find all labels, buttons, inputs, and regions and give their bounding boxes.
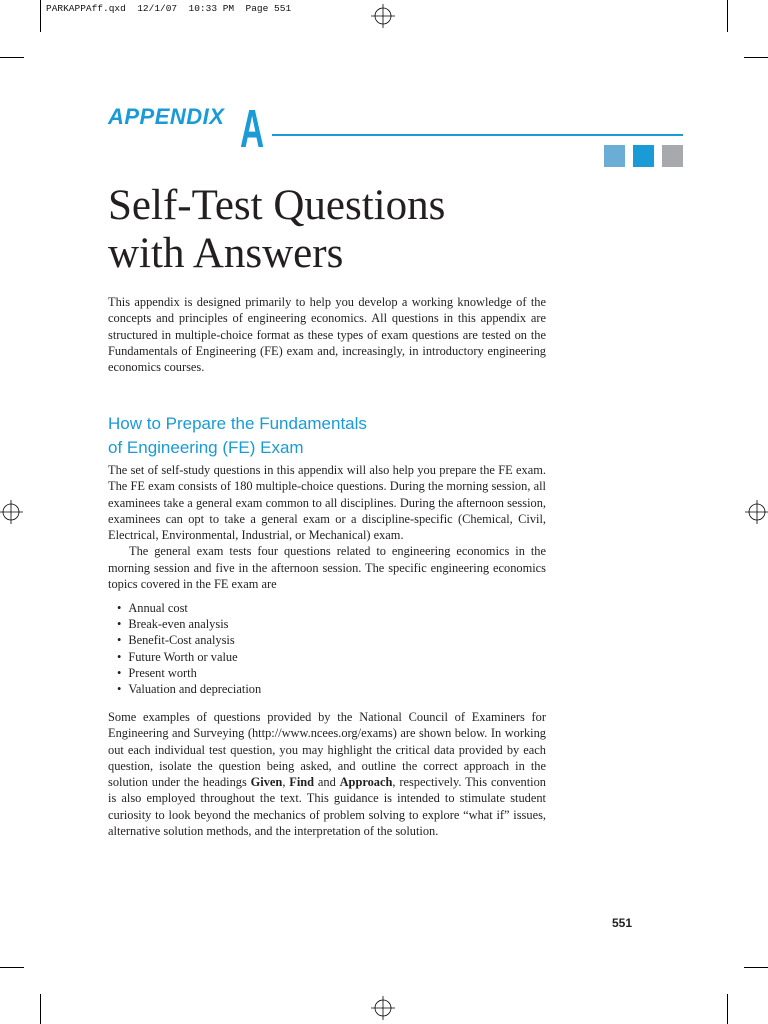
section-body [108,462,546,592]
text-run: , respectively. This convention is also employed throughout the text. This guidance is intended to stimulate student curiosity to look beyond the mechanics of problem solving to explore “what if” issues, alternative solution methods, and the interpretation of the solution. [108,775,547,839]
intro-text: This appendix is designed primarily to help you develop a working knowledge of the concepts and principles of engineering economics. All questions in this appendix are structured in multiple-choice format as these types of exam questions are tested on the Fundamentals of Engineering (FE) exam and, increasingly, in introductory engineering economics courses. [108,295,546,375]
text-run: Some examples of questions provided by the National Council of Examiners for Engineering and Surveying (http://www.ncees.org/exams) are shown below. In working out each individual test question, you may highlight the critical data provided by each question, isolate the question being asked, and outline the correct approach in the solution under the headings [108,710,546,790]
registration-mark-icon [745,500,768,524]
decor-square [633,145,654,167]
chapter-title-line: Self-Test Questions [108,182,446,229]
crop-mark [0,57,24,58]
file-slug: PARKAPPAff.qxd 12/1/07 10:33 PM Page 551 [46,3,292,14]
text-run: and [314,775,340,790]
appendix-label: APPENDIX [108,104,225,129]
list-item: • Annual cost [117,600,261,616]
header-rule [272,134,683,136]
chapter-title [108,182,445,278]
page-number: 551 [612,916,633,930]
list-item: • Break-even analysis [117,616,261,632]
crop-mark [744,967,768,968]
appendix-letter: A [240,99,265,159]
examples-paragraph [108,709,546,839]
decor-square [662,145,683,167]
text-run: , [282,775,290,790]
bold-approach: Approach [339,775,393,790]
registration-mark-icon [371,4,395,28]
crop-mark [0,967,24,968]
intro-paragraph [108,294,546,375]
list-item: • Valuation and depreciation [117,681,261,697]
crop-mark [727,994,728,1024]
examples-text [108,709,546,839]
crop-mark [40,0,41,32]
topics-list [117,600,261,697]
list-item: • Present worth [117,665,261,681]
list-item: • Future Worth or value [117,649,261,665]
section-heading-line: of Engineering (FE) Exam [108,438,304,457]
bold-given: Given [250,775,283,790]
crop-mark [40,994,41,1024]
section-heading [108,412,367,460]
bold-find: Find [289,775,315,790]
registration-mark-icon [371,996,395,1020]
section-paragraph: The general exam tests four questions related to engineering economics in the morning session and five in the afternoon session. The specific engineering economics topics covered in the FE exam are [108,544,546,592]
chapter-title-line: with Answers [108,230,344,277]
section-paragraph: The set of self-study questions in this appendix will also help you prepare the FE exam. The FE exam consists of 180 multiple-choice questions. During the morning session, all examinees take a general exam common to all disciplines. During the afternoon session, examinees can opt to take a general exam or a discipline-specific (Chemical, Civil, Electrical, Environmental, Industrial, or Mechanical) exam. [108,463,546,543]
registration-mark-icon [0,500,23,524]
list-item: • Benefit-Cost analysis [117,632,261,648]
decor-square [604,145,625,167]
crop-mark [744,57,768,58]
section-heading-line: How to Prepare the Fundamentals [108,414,367,433]
crop-mark [727,0,728,32]
